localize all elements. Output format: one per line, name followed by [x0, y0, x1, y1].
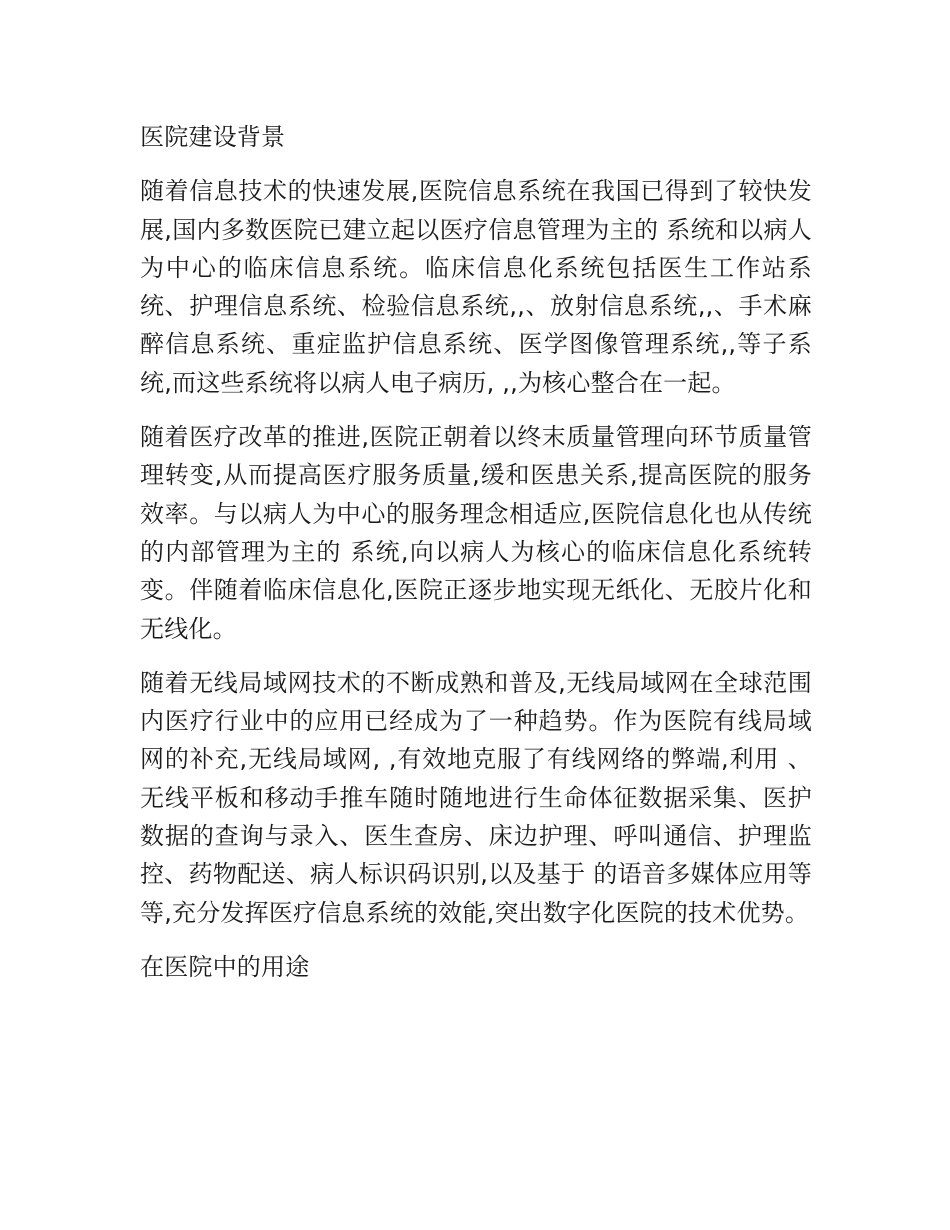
section-heading-usage: 在医院中的用途: [140, 952, 310, 981]
paragraph-2: 随着医疗改革的推进,医院正朝着以终末质量管理向环节质量管理转变,从而提高医疗服务质量,缓和医患关系,提高医院的服务效率。与以病人为中心的服务理念相适应,医院信息化也从传统的内部管理为主的 系统,向以病人为核心的临床信息化系统转变。伴随着临床信息化,医院正逐步地实现无纸化、无胶片化和无线化。: [140, 423, 812, 643]
paragraph-3: 随着无线局域网技术的不断成熟和普及,无线局域网在全球范围内医疗行业中的应用已经成为了一种趋势。作为医院有线局域网的补充,无线局域网, ,有效地克服了有线网络的弊端,利用 、无线平板和移动手推车随时随地进行生命体征数据采集、医护数据的查询与录入、医生查房、床边护理、呼叫通信、护理监控、药物配送、病人标识码识别,以及基于 的语音多媒体应用等等,充分发挥医疗信息系统的效能,突出数字化医院的技术优势。: [140, 668, 812, 927]
paragraph-1: 随着信息技术的快速发展,医院信息系统在我国已得到了较快发展,国内多数医院已建立起以医疗信息管理为主的 系统和以病人为中心的临床信息系统。临床信息化系统包括医生工作站系统、护理信息系统、检验信息系统,,、放射信息系统,,、手术麻醉信息系统、重症监护信息系统、医学图像管理系统,,等子系统,而这些系统将以病人电子病历, ,,为核心整合在一起。: [140, 177, 812, 397]
section-heading-background: 医院建设背景: [140, 123, 286, 151]
document-body: [140, 118, 812, 1002]
